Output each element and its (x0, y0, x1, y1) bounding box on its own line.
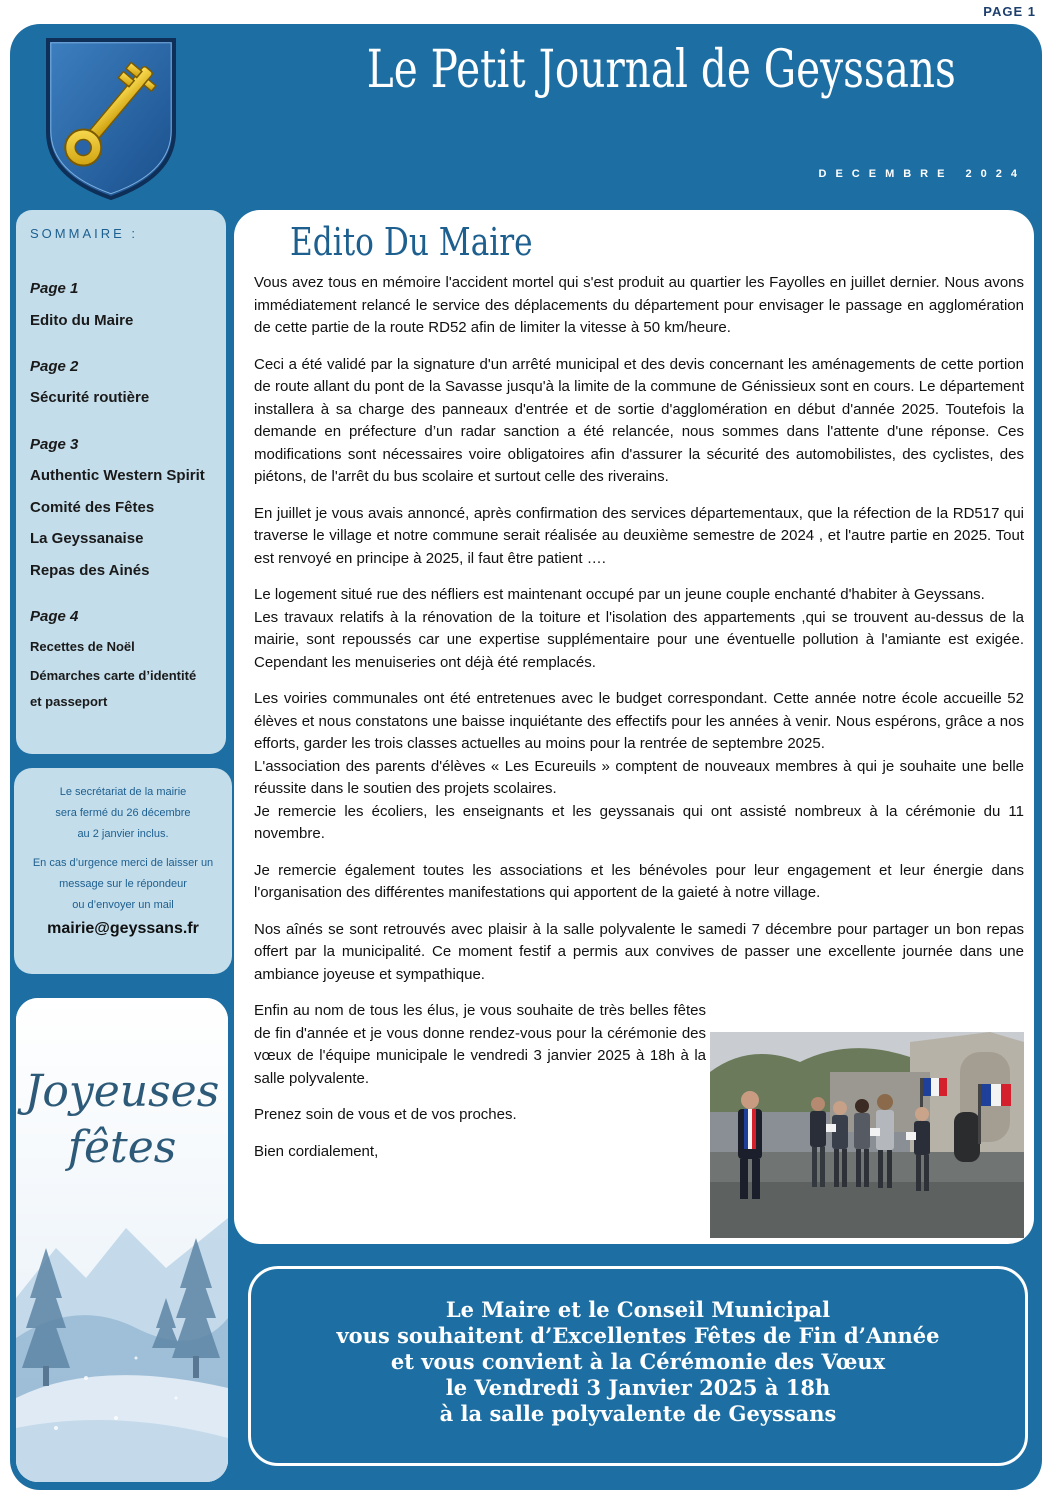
toc-entry[interactable]: Authentic Western Spirit (30, 467, 205, 484)
banner-line: le Vendredi 3 Janvier 2025 à 18h (445, 1375, 831, 1400)
issue-date: DECEMBRE 2024 (818, 168, 1026, 180)
notice-line: En cas d’urgence merci de laisser un (32, 857, 214, 869)
mairie-email-link[interactable]: mairie@geyssans.fr (47, 920, 199, 937)
edito-paragraph: Enfin au nom de tous les élus, je vous souhaite de très belles fêtes de fin d'année et je vous donne rendez-vous pour la cérémonie des vœux de l'équipe municipale le vendredi 3 janvier 2025 à 18h à la salle polyvalente. (254, 1002, 706, 1087)
coat-of-arms-logo (44, 36, 178, 202)
banner-line: Le Maire et le Conseil Municipal (445, 1297, 831, 1322)
toc-entry[interactable]: Repas des Ainés (30, 562, 150, 579)
edito-paragraph: En juillet je vous avais annoncé, après confirmation des services départementaux, que la réfection de la RD517 qui traverse le village et notre commune serait réalisée au deuxième semestre de 2024 , et l'autre partie en 2025. Tout est renvoyé en principe à 2025, il faut être patient …. (254, 504, 1024, 567)
edito-paragraph: Le logement situé rue des néfliers est maintenant occupé par un jeune couple enchanté d'habiter à Geyssans. (254, 586, 985, 603)
table-of-contents (16, 210, 226, 754)
edito-paragraph: Je remercie également toutes les associations et les bénévoles pour leur engagement et leur énergie dans l'organisation des différentes manifestations qui apportent de la gaieté à notre village. (254, 861, 1024, 901)
edito-paragraph: Bien cordialement, (254, 1142, 379, 1160)
toc-entry[interactable]: Recettes de Noël (30, 639, 135, 654)
edito-paragraph: Les voiries communales ont été entretenues avec le budget correspondant. Cette année notre école accueille 52 élèves et nous constatons une baisse inquiétante des effectifs pour les années à venir. Nous espérons, grâce a nos efforts, garder les trois classes actuelles au moins pour la rentrée de septembre 2025. (254, 690, 1024, 752)
notice-line: message sur le répondeur (59, 878, 187, 890)
ceremony-photo (710, 1032, 1024, 1238)
edito-paragraph: Prenez soin de vous et de vos proches. (254, 1106, 517, 1123)
notice-line: ou d’envoyer un mail (72, 899, 174, 911)
toc-page-label: Page 3 (30, 436, 79, 453)
banner-line: et vous convient à la Cérémonie des Vœux (390, 1349, 886, 1374)
secretariat-notice (14, 768, 232, 974)
notice-line: sera fermé du 26 décembre (55, 807, 191, 819)
holiday-greeting-card (16, 998, 228, 1482)
edito-paragraph: Je remercie les écoliers, les enseignants et les geyssanais qui ont assisté nombreux à la cérémonie du 11 novembre. (254, 802, 1024, 842)
ceremony-invitation-banner (248, 1266, 1028, 1466)
toc-entry[interactable]: Démarches carte d’identité (30, 668, 197, 683)
edito-title: Edito Du Maire (290, 220, 533, 264)
notice-line: Le secrétariat de la mairie (59, 786, 187, 798)
toc-entry[interactable]: Sécurité routière (30, 389, 150, 406)
edito-paragraph: Les travaux relatifs à la rénovation de la toiture et l'isolation des appartements ,qui se trouvent au-dessus de la mairie, sont repoussés car une expertise supplémentaire pour une éventuelle pollution à l'amiante est exigée. Cependant les menuiseries ont déjà été remplacés. (254, 608, 1024, 671)
edito-panel (234, 210, 1034, 1244)
edito-paragraph: Vous avez tous en mémoire l'accident mortel qui s'est produit au quartier les Fayolles en juillet dernier. Nous avons immédiatement relancé le service des déplacements du département pour envisager le passage en agglomération de cette partie de la route RD52 afin de limiter la vitesse à 50 km/heure. (254, 274, 1024, 336)
toc-entry[interactable]: Comité des Fêtes (30, 499, 155, 516)
toc-page-label: Page 2 (30, 358, 79, 375)
greeting-line: fêtes (67, 1122, 177, 1173)
toc-heading: SOMMAIRE : (30, 226, 139, 241)
page-number: PAGE 1 (983, 4, 1036, 19)
toc-entry[interactable]: La Geyssanaise (30, 530, 144, 547)
toc-entry[interactable]: Edito du Maire (30, 312, 134, 329)
notice-line: au 2 janvier inclus. (77, 828, 169, 840)
edito-paragraph: Nos aînés se sont retrouvés avec plaisir à la salle polyvalente le samedi 7 décembre pour partager un bon repas offert par la municipalité. Ce moment festif a permis aux convives de passer une excellente journée dans une ambiance joyeuse et sympathique. (254, 920, 1024, 983)
edito-paragraph: Ceci a été validé par la signature d'un arrêté municipal et des devis concernant les aménagements de cette portion de route allant du pont de la Savasse jusqu'à la limite de la commune de Génissieux sont en cours. Le département installera à sa charge des panneaux d'entrée et de sortie d'agglomération en début d'année 2025. Toutefois la demande en préfecture d’un radar sanction a été relancée, nous sommes dans l'attente d'une réponse. Ces modifications sont nécessaires voire obligatoires afin d'assurer la sécurité des automobilistes, des cyclistes, des piétons, de l'arrêt du bus scolaire et surtout celle des riverains. (254, 355, 1024, 485)
banner-line: vous souhaitent d’Excellentes Fêtes de Fin d’Année (336, 1323, 940, 1348)
toc-page-label: Page 4 (30, 608, 79, 625)
edito-paragraph: L'association des parents d'élèves « Les Ecureuils » comptent de nouveaux membres à qui je souhaite une belle réussite dans le soutien des projets scolaires. (254, 757, 1024, 797)
banner-line: à la salle polyvalente de Geyssans (439, 1401, 837, 1426)
greeting-line: Joyeuses (24, 1066, 220, 1117)
toc-entry[interactable]: et passeport (30, 694, 108, 709)
journal-title: Le Petit Journal de Geyssans (366, 40, 956, 100)
toc-page-label: Page 1 (30, 280, 79, 297)
